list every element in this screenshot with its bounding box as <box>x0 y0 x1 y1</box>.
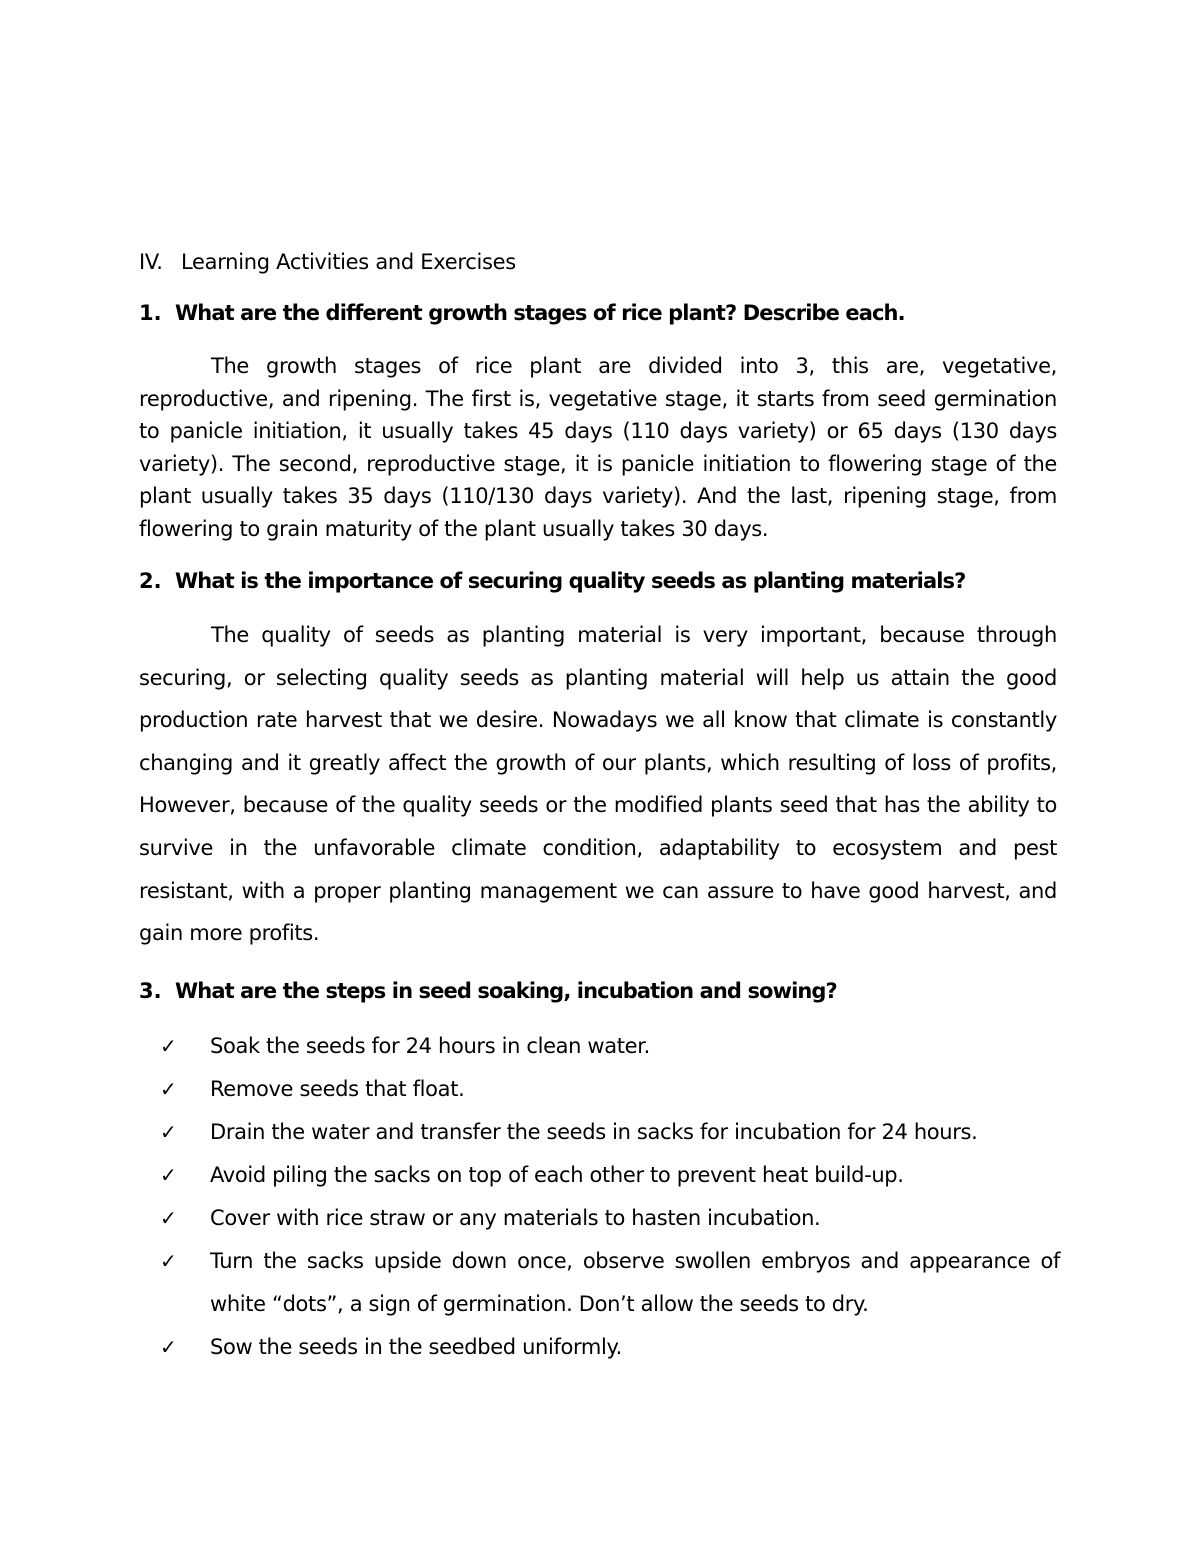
question-1-heading <box>139 298 1059 328</box>
answer-1-paragraph: The growth stages of rice plant are divided into 3, this are, vegetative, reproductive, and ripening. The first is, vegetative stage, it starts from seed germination to panicle initiation, it usually takes 45 days (110 days variety) or 65 days (130 days variety). The second, reproductive stage, it is panicle initiation to flowering stage of the plant usually takes 35 days (110/130 days variety). And the last, ripening stage, from flowering to grain maturity of the plant usually takes 30 days. <box>139 354 1057 541</box>
check-icon: ✓ <box>160 1120 177 1144</box>
list-item <box>160 1025 1060 1068</box>
step-text: Turn the sacks upside down once, observe swollen embryos and appearance of white “dots”, a sign of germination. Don’t allow the seeds to dry. <box>210 1249 1060 1316</box>
answer-2-paragraph: The quality of seeds as planting material is very important, because through securing, or selecting quality seeds as planting material will help us attain the good production rate harvest that we desire. Nowadays we all know that climate is constantly changing and it greatly affect the growth of our plants, which resulting of loss of profits, However, because of the quality seeds or the modified plants seed that has the ability to survive in the unfavorable climate condition, adaptability to ecosystem and pest resistant, with a proper planting management we can assure to have good harvest, and gain more profits. <box>139 623 1057 946</box>
steps-list <box>160 1025 1060 1369</box>
question-number: 1. <box>139 301 162 325</box>
list-item <box>160 1068 1060 1111</box>
list-item <box>160 1154 1060 1197</box>
check-icon: ✓ <box>160 1077 177 1101</box>
question-2-heading <box>139 566 1059 596</box>
step-text: Sow the seeds in the seedbed uniformly. <box>210 1335 622 1359</box>
section-heading <box>139 247 516 277</box>
question-number: 3. <box>139 979 162 1003</box>
question-text: What are the different growth stages of rice plant? Describe each. <box>175 301 905 325</box>
step-text: Avoid piling the sacks on top of each other to prevent heat build-up. <box>210 1163 904 1187</box>
section-title-text: Learning Activities and Exercises <box>181 250 516 274</box>
list-item <box>160 1240 1060 1326</box>
question-3-heading <box>139 976 1059 1006</box>
step-text: Soak the seeds for 24 hours in clean water. <box>210 1034 650 1058</box>
question-text: What are the steps in seed soaking, incubation and sowing? <box>175 979 837 1003</box>
question-number: 2. <box>139 569 162 593</box>
list-item <box>160 1326 1060 1369</box>
list-item <box>160 1111 1060 1154</box>
step-text: Cover with rice straw or any materials to hasten incubation. <box>210 1206 821 1230</box>
check-icon: ✓ <box>160 1163 177 1187</box>
check-icon: ✓ <box>160 1206 177 1230</box>
check-icon: ✓ <box>160 1034 177 1058</box>
step-text: Drain the water and transfer the seeds in sacks for incubation for 24 hours. <box>210 1120 978 1144</box>
section-numeral: IV. <box>139 250 163 274</box>
list-item <box>160 1197 1060 1240</box>
question-text: What is the importance of securing quality seeds as planting materials? <box>175 569 966 593</box>
step-text: Remove seeds that float. <box>210 1077 465 1101</box>
check-icon: ✓ <box>160 1335 177 1359</box>
check-icon: ✓ <box>160 1249 177 1273</box>
